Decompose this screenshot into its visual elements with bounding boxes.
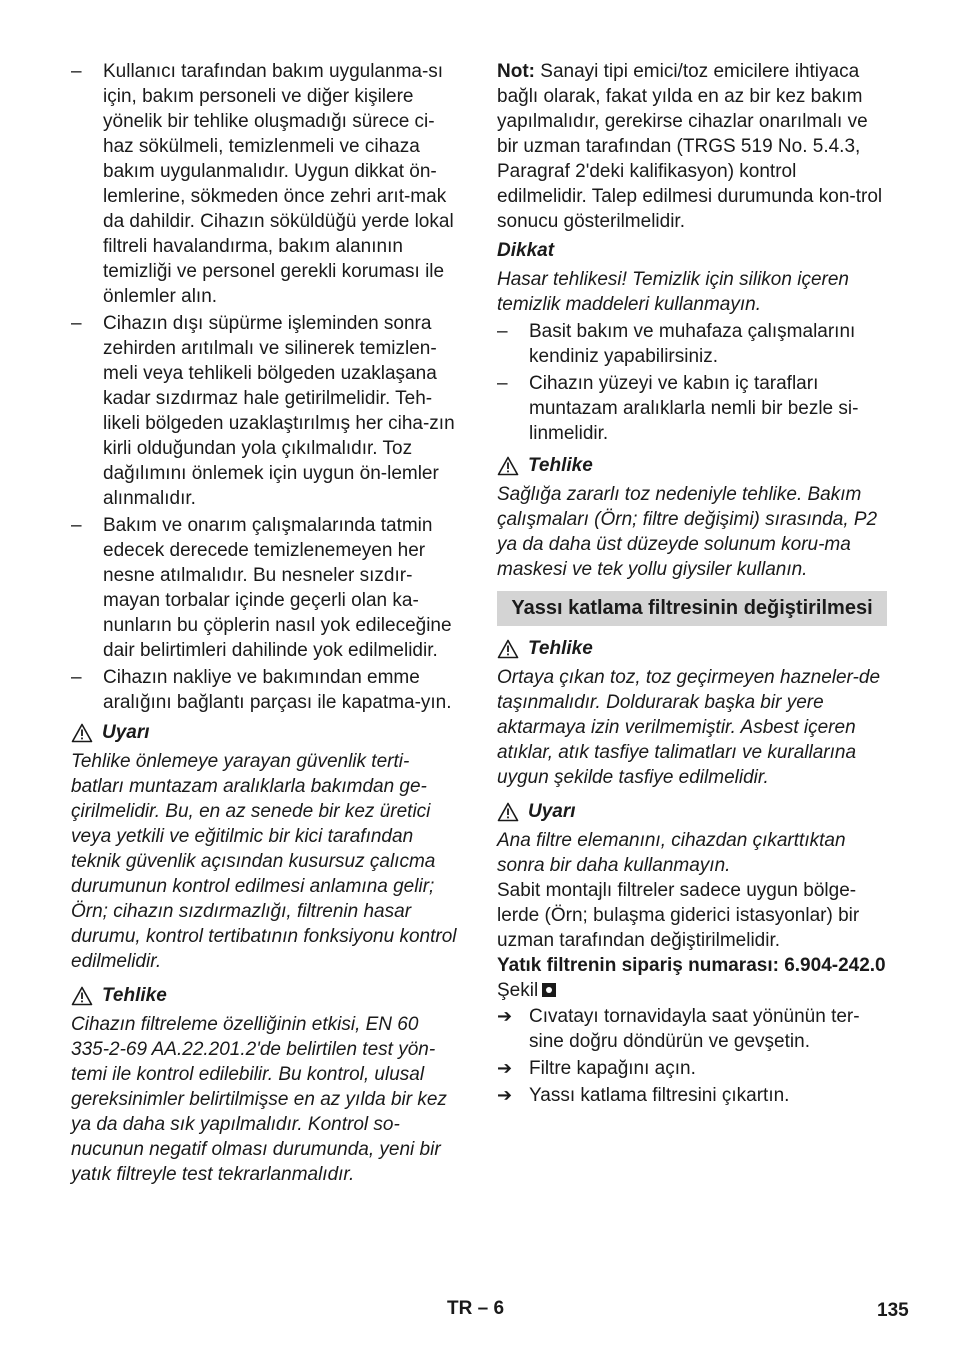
warning-title: Uyarı [102, 722, 150, 743]
list-item-text: Basit bakım ve muhafaza çalışmalarını kendiniz yapabilirsiniz. [529, 321, 856, 367]
step-item [497, 1056, 887, 1081]
danger-text: Cihazın filtreleme özelliğinin etkisi, EN 60 335-2-69 AA.22.201.2'de belirtilen test yön-temi ile kontrol edilebilir. Bu kontrol, ulusal gereksinimler belirtilmişse en az yılda bir kez ya da daha sık yapılmalıdır. Kontrol so-nucunun negatif olması durumunda, yeni bir yatık filtreyle test tekrarlanmalıdır. [71, 1014, 447, 1185]
dash-bullet: – [71, 667, 82, 688]
figure-label: Şekil [497, 980, 539, 1001]
list-item-text: Cihazın nakliye ve bakımından emme aralığını bağlantı parçası ile kapatma-yın. [103, 667, 452, 713]
dash-bullet: – [71, 313, 82, 334]
figure-icon [542, 983, 556, 997]
note-paragraph [497, 59, 887, 234]
warning-text: Tehlike önlemeye yarayan güvenlik terti-batları muntazam aralıklarla bakımdan ge-çirilmelidir. Bu, en az senede bir kez üretici veya yetkili ve eğitilmic bir kici tarafından teknik güvenlik açısından kusursuz çalıcma durumunun kontrol edilmesi anlamına gelir; Örn; cihazın sızdırmazlığı, filtrenin hasar durumu, kontrol tertibatının fonksiyonu kontrol edilmelidir. [71, 751, 457, 972]
note-label: Not: [497, 61, 535, 82]
warning-heading [497, 799, 887, 824]
step-text: Cıvatayı tornavidayla saat yönünün ter-sine doğru döndürün ve gevşetin. [529, 1006, 860, 1052]
warning-text: Ana filtre elemanını, cihazdan çıkarttıktan sonra bir daha kullanmayın. [497, 830, 846, 876]
list-item [71, 311, 459, 511]
warning-triangle-icon [71, 986, 93, 1006]
page-number: 135 [877, 1300, 909, 1321]
danger-heading [497, 453, 887, 478]
warning-triangle-icon [497, 802, 519, 822]
danger-title: Tehlike [102, 985, 167, 1006]
arrow-right-icon: ➔ [497, 1006, 513, 1026]
dash-bullet: – [71, 515, 82, 536]
step-item [497, 1083, 887, 1108]
warning-triangle-icon [497, 456, 519, 476]
list-item-text: Cihazın dışı süpürme işleminden sonra zehirden arıtılmalı ve silinerek temizlen-meli veya tehlikeli bölgeden uzaklaşana kadar sızdırmaz hale getirilmelidir. Teh-likeli bölgeden uzaklaştırılmış her ciha-zın kirli olduğundan yola çıkılmalıdır. Toz dağılımını önlemek için uygun ön-lemler alınmalıdır. [103, 313, 455, 509]
danger-text: Sağlığa zararlı toz nedeniyle tehlike. Bakım çalışmaları (Örn; filtre değişimi) sırasında, P2 ya da daha üst düzeyde solunum koru-ma maskesi ve tek yollu giysiler kullanın. [497, 484, 878, 580]
list-item [71, 513, 459, 663]
list-item [71, 59, 459, 309]
dash-bullet: – [497, 321, 508, 342]
list-item [71, 665, 459, 715]
danger-text: Ortaya çıkan toz, toz geçirmeyen hazneler-de taşınmalıdır. Doldurarak başka bir yere aktarmaya izin verilmemiştir. Asbest içeren atıklar, atık tasfiye talimatları ve kurallarına uygun şekilde tasfiye edilmelidir. [497, 667, 881, 788]
list-item-text: Bakım ve onarım çalışmalarında tatmin edecek derecede temizlenemeyen her nesne atılmalıdır. Bu nesneler sızdır-mayan torbalar içinde geçerli olan ka-nunların bu çöplerin nasıl yok edileceğine dair belirtimleri dahilinde yok edilmelidir. [103, 515, 452, 661]
right-column [497, 59, 887, 1110]
list-item [497, 371, 887, 446]
warning-triangle-icon [71, 723, 93, 743]
danger-heading [71, 983, 459, 1008]
caution-text: Hasar tehlikesi! Temizlik için silikon içeren temizlik maddeleri kullanmayın. [497, 269, 849, 315]
left-column [71, 59, 459, 1187]
list-item-text: Cihazın yüzeyi ve kabın iç tarafları muntazam aralıklarla nemli bir bezle si-linmelidir. [529, 373, 859, 444]
fixed-filters-text: Sabit montajlı filtreler sadece uygun bölge-lerde (Örn; bulaşma giderici istasyonlar) bir uzman tarafından değiştirilmelidir. [497, 880, 860, 951]
dash-bullet: – [497, 373, 508, 394]
list-item [497, 319, 887, 369]
warning-triangle-icon [497, 639, 519, 659]
order-number-text: Yatık filtrenin sipariş numarası: 6.904-242.0 [497, 955, 886, 976]
list-item-text: Kullanıcı tarafından bakım uygulanma-sı için, bakım personeli ve diğer kişilere yönelik bir tehlike oluşmadığı sürece ci-haz sökülmeli, temizlenmeli ve cihaza bakım uygulanmalıdır. Uygun dikkat ön-lemlerine, sökmeden önce zehri arıt-mak da dahildir. Cihazın söküldüğü yerde lokal filtreli havalandırma, bakım alanının temizliği ve personel gerekli koruması ile önlemler alın. [103, 61, 454, 307]
arrow-right-icon: ➔ [497, 1085, 513, 1105]
section-heading: Yassı katlama filtresinin değiştirilmesi [497, 591, 887, 626]
arrow-right-icon: ➔ [497, 1058, 513, 1078]
step-text: Filtre kapağını açın. [529, 1058, 696, 1079]
caution-title: Dikkat [497, 240, 555, 261]
note-text: Sanayi tipi emici/toz emicilere ihtiyaca bağlı olarak, fakat yılda en az bir kez bakım yapılmalıdır, gerekirse cihazlar onarılmalı ve bir uzman tarafından (TRGS 519 No. 5.4.3, Paragraf 2'deki kalifikasyon) kontrol edilmelidir. Talep edilmesi durumunda kon-trol sonucu gösterilmelidir. [497, 61, 883, 232]
danger-heading [497, 636, 887, 661]
warning-title: Uyarı [528, 801, 576, 822]
warning-heading [71, 720, 459, 745]
step-text: Yassı katlama filtresini çıkartın. [529, 1085, 790, 1106]
step-item [497, 1004, 887, 1054]
figure-reference [497, 978, 887, 1003]
danger-title: Tehlike [528, 455, 593, 476]
danger-title: Tehlike [528, 638, 593, 659]
dash-bullet: – [71, 61, 82, 82]
section-page-label: TR – 6 [447, 1298, 505, 1319]
